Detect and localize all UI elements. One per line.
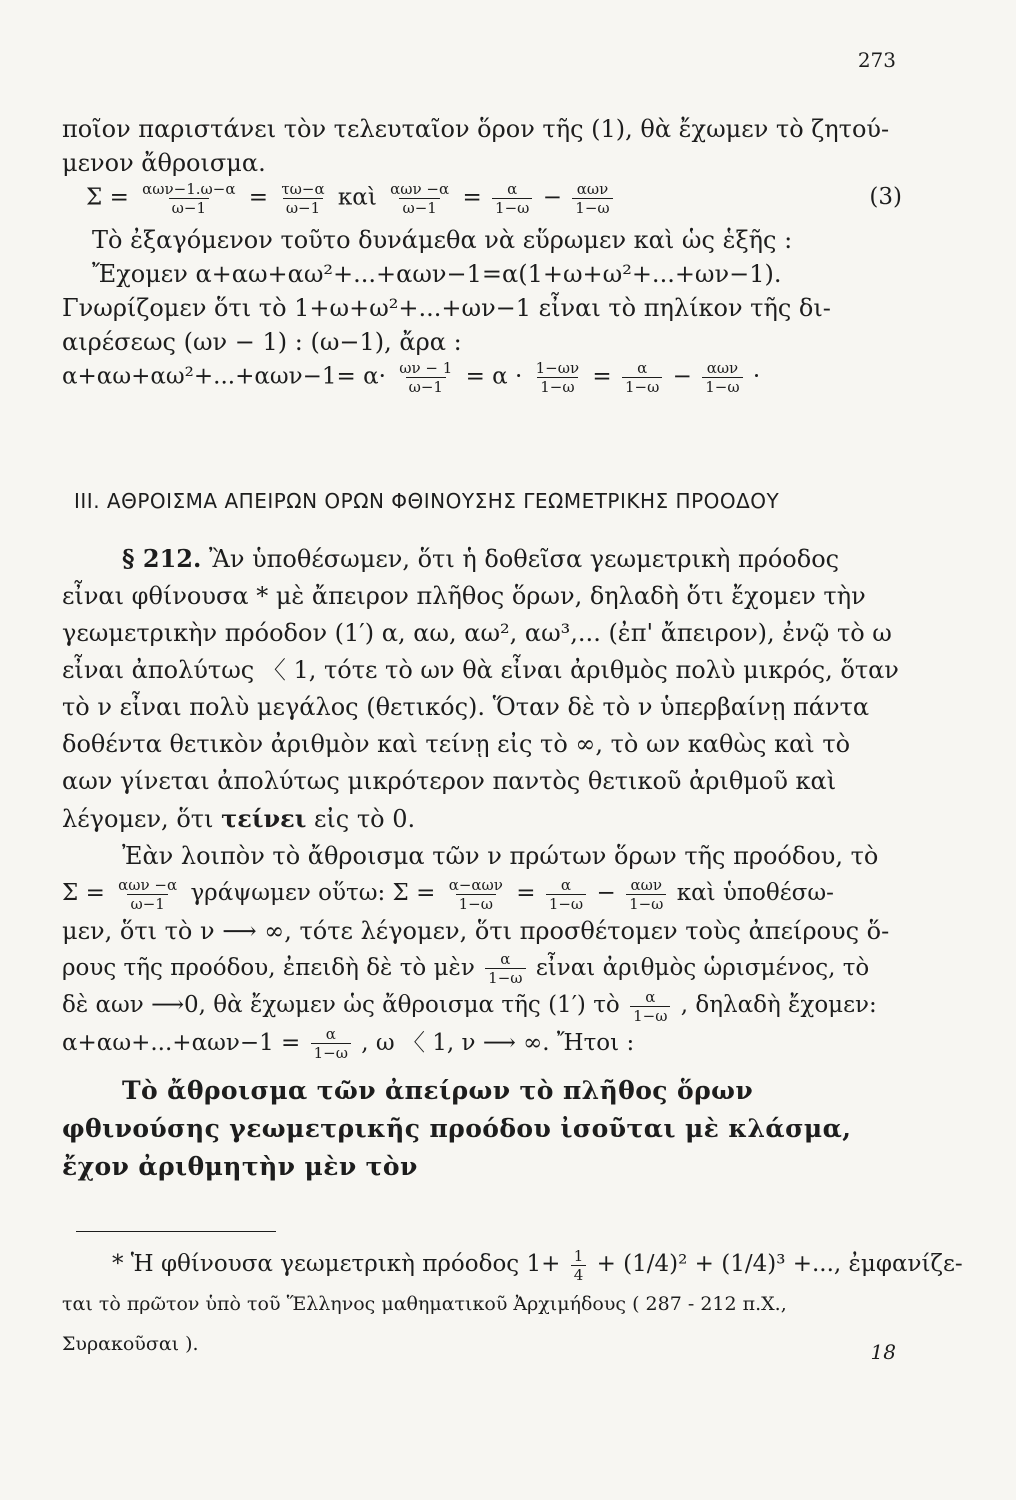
signature-mark: 18	[870, 1340, 896, 1364]
frac-den: 1−ω	[311, 1043, 351, 1062]
paragraph-text: Ἂν ὑποθέσωμεν, ὅτι ἡ δοθεῖσα γεωμετρικὴ πρόοδος εἶναι φθίνουσα * μὲ ἄπειρον πλῆθος ὅρων, δηλαδὴ ὅτι ἔχομεν τὴν γεωμετρικὴν πρόοδον (1′) α, αω, αω², αω³,... (ἐπ' ἄπειρον), ἐνῷ τὸ ω εἶναι ἀπολύτως 〈 1, τότε τὸ ων θὰ εἶναι ἀριθμὸς πολὺ μικρός, ὅταν τὸ ν εἶναι πολὺ μεγάλος (θετικός). Ὅταν δὲ τὸ ν ὑπερβαίνῃ πάντα δοθέντα θετικὸν ἀριθμὸν καὶ τείνῃ εἰς τὸ ∞, τὸ ων καθὼς καὶ τὸ αων γίνεται ἀπολύτως μικρότερον παντὸς θετικοῦ ἀριθμοῦ καὶ λέγομεν, ὅτι	[62, 545, 899, 833]
eq-term: εἶναι ἀριθμὸς ὡρισμένος, τὸ	[535, 954, 870, 981]
frac-num: α	[500, 950, 511, 968]
fraction	[702, 359, 742, 396]
frac-num: 1	[573, 1246, 584, 1265]
frac-den: 1−ω	[546, 894, 586, 913]
fraction	[446, 876, 506, 913]
fraction	[492, 180, 532, 217]
frac-den: 1−ω	[626, 894, 666, 913]
footnote-divider	[76, 1231, 276, 1232]
frac-num: αων−1.ω−α	[142, 180, 236, 198]
fraction	[139, 180, 238, 217]
frac-num: α−αων	[448, 875, 503, 894]
page-number: 273	[857, 48, 896, 72]
fraction	[311, 1025, 351, 1062]
frac-num: α	[637, 359, 648, 377]
fraction	[387, 180, 452, 217]
frac-den: 4	[571, 1265, 587, 1284]
eq-term: α+αω+...+αων−1 =	[62, 1029, 301, 1056]
eq-term: Σ =	[86, 184, 129, 211]
paragraph-text: εἰς τὸ 0.	[313, 805, 416, 833]
frac-num: α	[507, 180, 518, 198]
frac-num: 1−ων	[535, 359, 580, 377]
footnote-text: + (1/4)² + (1/4)³ +..., ἐμφανίζε-	[596, 1251, 963, 1277]
fraction	[396, 359, 455, 396]
frac-den: 1−ω	[485, 968, 525, 987]
frac-num: α	[560, 875, 572, 894]
frac-num: ων − 1	[399, 359, 453, 377]
fraction	[571, 1247, 587, 1284]
paragraph-text: Ἐὰν λοιπὸν τὸ ἄθροισμα τῶν ν πρώτων ὅρων τῆς προόδου, τὸ	[122, 842, 879, 870]
footnote	[62, 1244, 963, 1364]
equation-3	[62, 180, 902, 217]
eq-term: −	[596, 880, 616, 906]
fraction	[278, 180, 327, 217]
text-line: Γνωρίζομεν ὅτι τὸ 1+ω+ω²+...+ων−1 εἶναι τὸ πηλίκον τῆς δι-	[62, 294, 831, 322]
frac-den: ω−1	[406, 377, 446, 396]
eq-term: , ω 〈 1, ν ⟶ ∞. Ἤτοι :	[361, 1029, 635, 1056]
frac-den: ω−1	[399, 198, 439, 217]
eq-term: Σ =	[62, 880, 105, 906]
eq-term: καὶ	[337, 184, 377, 211]
emphasis-term: τείνει	[221, 804, 307, 833]
fraction	[630, 988, 670, 1025]
frac-den: 1−ω	[456, 894, 496, 913]
paragraph-mark: § 212.	[122, 544, 202, 573]
text-block-section	[62, 540, 902, 1186]
eq-term: =	[516, 880, 536, 906]
footnote-text: ται τὸ πρῶτον ὑπὸ τοῦ Ἕλληνος μαθηματικοῦ Ἀρχιμήδους ( 287 - 212 π.Χ., Συρακοῦσαι ).	[62, 1293, 787, 1355]
eq-term: =	[592, 363, 612, 390]
text-block-top	[62, 112, 902, 396]
equation-sum	[62, 875, 902, 913]
text-line: Ἔχομεν α+αω+αω²+...+αων−1=α(1+ω+ω²+...+ων−1).	[92, 260, 782, 288]
fraction	[533, 359, 582, 396]
fraction	[546, 876, 586, 913]
text-with-fraction	[62, 987, 902, 1025]
fraction	[572, 180, 612, 217]
eq-term: =	[462, 184, 482, 211]
frac-den: 1−ω	[537, 377, 577, 396]
equation-number: (3)	[869, 184, 902, 210]
frac-num: αων	[630, 875, 662, 894]
frac-num: αων	[576, 180, 609, 198]
frac-den: 1−ω	[572, 198, 612, 217]
frac-num: αων	[706, 359, 739, 377]
frac-den: ω−1	[283, 198, 323, 217]
eq-term: γράψωμεν οὕτω: Σ =	[190, 880, 436, 906]
frac-den: 1−ω	[702, 377, 742, 396]
paragraph-text: μεν, ὅτι τὸ ν ⟶ ∞, τότε λέγομεν, ὅτι προσθέτομεν τοὺς ἀπείρους ὅ-	[62, 916, 890, 945]
frac-num: αων −α	[390, 180, 450, 198]
text-line: Τὸ ἐξαγόμενον τοῦτο δυνάμεθα νὰ εὕρωμεν καὶ ὡς ἑξῆς :	[92, 226, 793, 254]
eq-term: δὲ αων ⟶0, θὰ ἔχωμεν ὡς ἄθροισμα τῆς (1′) τὸ	[62, 992, 620, 1018]
eq-term: καὶ ὑποθέσω-	[676, 880, 834, 906]
eq-term: =	[248, 184, 269, 211]
fraction	[622, 359, 662, 396]
text-with-fraction	[62, 950, 902, 988]
text-line: αιρέσεως (ων − 1) : (ω−1), ἄρα :	[62, 328, 462, 356]
frac-den: 1−ω	[492, 198, 532, 217]
eq-term: ρους τῆς προόδου, ἐπειδὴ δὲ τὸ μὲν	[62, 954, 475, 981]
frac-den: ω−1	[169, 198, 209, 217]
frac-num: αων −α	[118, 875, 178, 894]
frac-num: α	[325, 1025, 336, 1043]
eq-term: = α ·	[465, 363, 523, 390]
eq-term: , δηλαδὴ ἔχομεν:	[680, 992, 877, 1018]
eq-term: α+αω+αω²+...+αων−1= α·	[62, 363, 386, 390]
text-line: μενον ἄθροισμα.	[62, 149, 266, 177]
frac-den: 1−ω	[622, 377, 662, 396]
frac-num: τω−α	[281, 180, 325, 198]
section-heading: III. ΑΘΡΟΙΣΜΑ ΑΠΕΙΡΩΝ ΟΡΩΝ ΦΘΙΝΟΥΣΗΣ ΓΕΩΜΕΤΡΙΚΗΣ ΠΡΟΟΔΟΥ	[74, 489, 780, 513]
eq-term: ·	[752, 363, 761, 390]
text-line: ποῖον παριστάνει τὸν τελευταῖον ὅρον τῆς (1), θὰ ἔχωμεν τὸ ζητού-	[62, 115, 890, 143]
frac-den: 1−ω	[630, 1006, 670, 1025]
frac-den: ω−1	[127, 894, 167, 913]
equation-infinite-sum	[62, 1025, 902, 1063]
bold-statement: Τὸ ἄθροισμα τῶν ἀπείρων τὸ πλῆθος ὅρων φθινούσης γεωμετρικῆς προόδου ἰσοῦται μὲ κλάσμα, ἔχον ἀριθμητὴν μὲν τὸν	[62, 1076, 852, 1181]
fraction	[626, 876, 666, 913]
footnote-text: * Ἡ φθίνουσα γεωμετρικὴ πρόοδος 1+	[112, 1251, 561, 1277]
fraction	[485, 950, 525, 987]
eq-term: −	[542, 184, 562, 211]
equation-4	[62, 359, 902, 396]
frac-num: α	[645, 987, 656, 1006]
fraction	[115, 876, 180, 913]
eq-term: −	[672, 363, 692, 390]
